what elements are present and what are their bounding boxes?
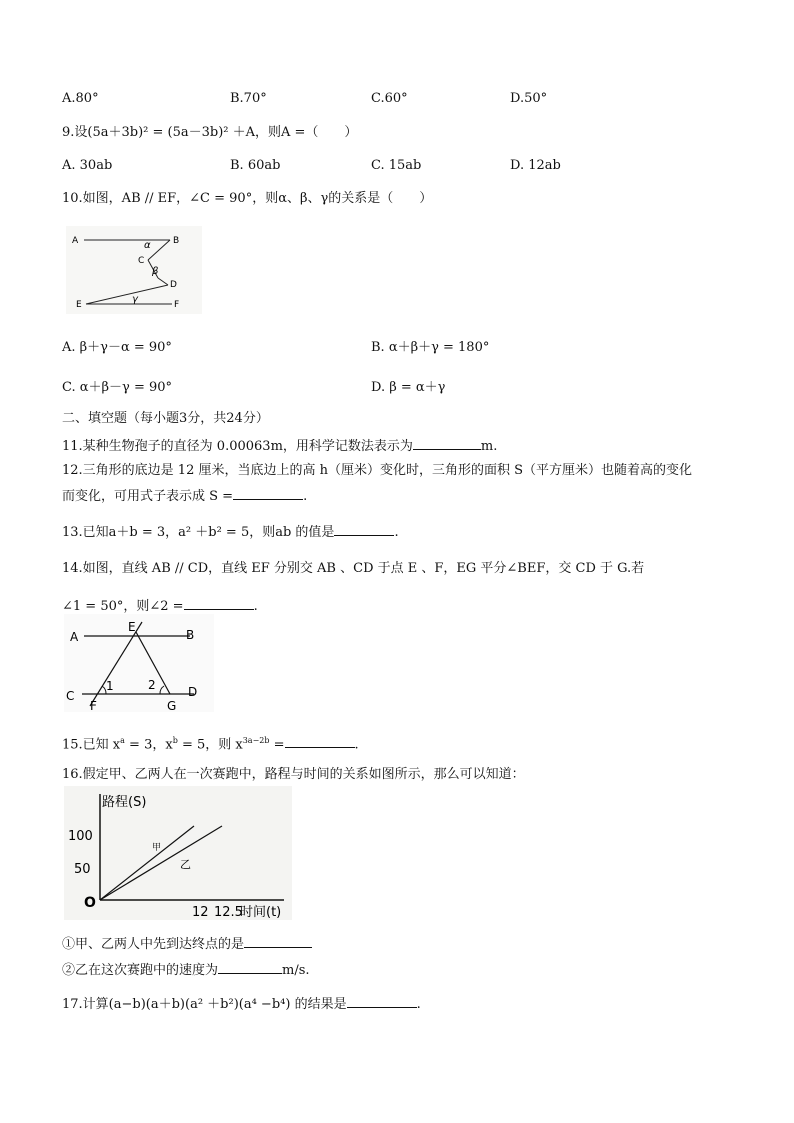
q12-text-after: . — [303, 489, 308, 504]
q10-label-c: C — [138, 256, 145, 266]
q13-text-before: 13.已知a＋b = 3，a² ＋b² = 5，则ab 的值是 — [62, 525, 335, 540]
q14-label-d: D — [188, 685, 198, 699]
q16-sub2-text-before: ②乙在这次赛跑中的速度为 — [62, 963, 219, 978]
q10-label-a: A — [72, 236, 79, 246]
q16-sub2-answer-blank[interactable] — [218, 960, 282, 974]
q16-sub2 — [62, 960, 310, 980]
q10-option-a: A. β＋γ－α = 90° — [62, 340, 172, 355]
q10-label-d: D — [170, 280, 177, 290]
q12-line2 — [62, 486, 307, 506]
q10-option-b: B. α＋β＋γ = 180° — [371, 340, 490, 355]
q11-text-before: 11.某种生物孢子的直径为 0.00063m，用科学记数法表示为 — [62, 439, 413, 454]
q9-option-d: D. 12ab — [510, 158, 561, 173]
q15-part3: = 5，则 x — [177, 737, 243, 753]
q16-graph — [64, 786, 292, 920]
q16-x-axis-label: 时间(t) — [240, 905, 282, 920]
q10-label-beta: β — [152, 266, 159, 277]
q15-text-after: . — [354, 737, 359, 753]
q16-sub1-answer-blank[interactable] — [244, 934, 312, 948]
q9-stem: 9.设(5a＋3b)² = (5a－3b)² ＋A，则A =（ ） — [62, 125, 358, 140]
q16-y-axis-label: 路程(S) — [102, 795, 147, 810]
q12-text-before: 而变化，可用式子表示成 S = — [62, 489, 234, 504]
q16-y-tick-50: 50 — [74, 862, 91, 877]
q15-part4: = — [269, 737, 285, 753]
q15-text — [62, 732, 359, 754]
q16-sub2-text-after: m/s. — [282, 963, 310, 978]
q15-answer-blank[interactable] — [285, 734, 355, 748]
q16-series-yi-line — [100, 826, 222, 900]
q16-x-tick-12: 12 — [192, 905, 209, 920]
q8-option-b: B.70° — [230, 91, 267, 106]
q12-line1: 12.三角形的底边是 12 厘米，当底边上的高 h（厘米）变化时，三角形的面积 S（平方厘米）也随着高的变化 — [62, 463, 693, 478]
q8-option-c: C.60° — [371, 91, 408, 106]
q11-text — [62, 436, 497, 456]
q12-answer-blank[interactable] — [233, 486, 303, 500]
q14-line2 — [62, 596, 258, 616]
q13-text — [62, 522, 399, 542]
q15-exp2: b — [172, 736, 178, 745]
q16-sub1-text: ①甲、乙两人中先到达终点的是 — [62, 937, 245, 952]
q9-option-b: B. 60ab — [230, 158, 281, 173]
q10-stem: 10.如图，AB // EF，∠C = 90°，则α、β、γ的关系是（ ） — [62, 191, 433, 206]
q10-label-b: B — [173, 236, 180, 246]
q17-text — [62, 994, 421, 1014]
q13-answer-blank[interactable] — [334, 522, 394, 536]
q10-option-c: C. α＋β－γ = 90° — [62, 380, 173, 395]
q15-part1: 15.已知 x — [62, 737, 121, 753]
q14-label-c: C — [66, 689, 75, 703]
q10-option-d: D. β = α＋γ — [371, 380, 446, 395]
q10-label-gamma: γ — [132, 294, 138, 305]
q10-label-f: F — [174, 300, 180, 310]
q16-origin-label: O — [84, 895, 96, 911]
q11-answer-blank[interactable] — [413, 436, 481, 450]
q8-option-d: D.50° — [510, 91, 548, 106]
q16-y-tick-100: 100 — [68, 829, 93, 844]
q14-angle-2: 2 — [148, 678, 156, 692]
q10-label-alpha: α — [144, 240, 151, 251]
q14-text-after: . — [253, 599, 258, 614]
q14-line1: 14.如图，直线 AB // CD，直线 EF 分别交 AB 、CD 于点 E 、F，EG 平分∠BEF，交 CD 于 G.若 — [62, 561, 645, 576]
q15-exp3: 3a−2b — [242, 736, 270, 745]
q14-label-e: E — [128, 620, 136, 634]
q14-label-f: F — [90, 699, 97, 712]
q17-text-before: 17.计算(a−b)(a＋b)(a² ＋b²)(a⁴ −b⁴) 的结果是 — [62, 997, 347, 1012]
q14-figure — [64, 614, 214, 712]
q10-figure — [66, 226, 202, 314]
q16-series-yi-label: 乙 — [180, 858, 191, 871]
q11-text-after: m. — [480, 439, 498, 454]
q14-answer-blank[interactable] — [184, 596, 254, 610]
q16-x-tick-12-5: 12.5 — [214, 905, 243, 920]
q15-part2: = 3，x — [124, 737, 173, 753]
q14-text-before: ∠1 = 50°，则∠2 = — [62, 599, 184, 614]
q13-text-after: . — [394, 525, 399, 540]
q15-exp1: a — [120, 736, 125, 745]
q8-option-a: A.80° — [62, 91, 99, 106]
q14-label-a: A — [70, 630, 79, 644]
q16-stem: 16.假定甲、乙两人在一次赛跑中，路程与时间的关系如图所示，那么可以知道： — [62, 767, 525, 782]
q10-label-e: E — [76, 300, 82, 310]
q14-label-b: B — [186, 628, 195, 642]
q14-angle-1: 1 — [106, 679, 114, 693]
q9-option-c: C. 15ab — [371, 158, 422, 173]
q16-sub1 — [62, 934, 312, 954]
section-title-fill-in: 二、填空题（每小题3分，共24分） — [62, 411, 269, 426]
q17-text-after: . — [416, 997, 421, 1012]
q16-series-jia-label: 甲 — [152, 843, 162, 853]
q9-option-a: A. 30ab — [62, 158, 113, 173]
q14-label-g: G — [167, 699, 177, 712]
q17-answer-blank[interactable] — [347, 994, 417, 1008]
